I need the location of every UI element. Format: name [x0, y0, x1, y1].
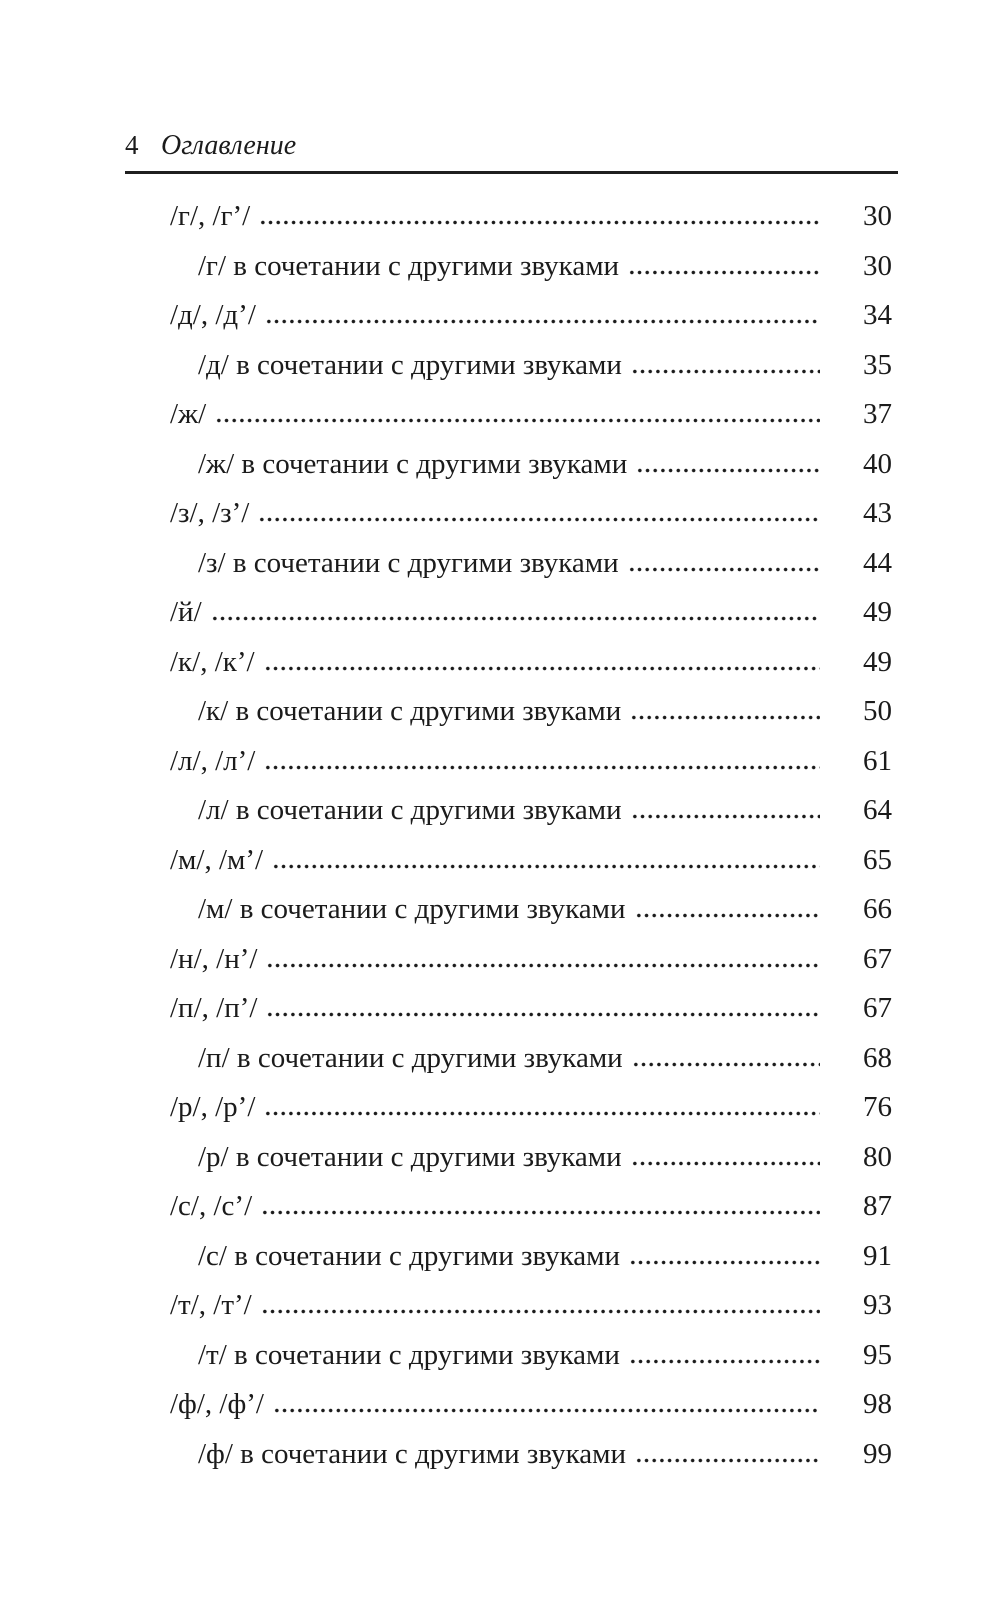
toc-entry-label: /д/ в сочетании с другими звуками: [198, 348, 622, 381]
toc-entry-page-number: 61: [863, 744, 892, 777]
dot-leader: [266, 1012, 820, 1017]
toc-entry-page-number: 68: [863, 1041, 892, 1074]
toc-row: [170, 1034, 892, 1084]
toc-entry-label: /р/ в сочетании с другими звуками: [198, 1140, 622, 1173]
toc-entry-label: /л/, /л’/: [170, 744, 256, 777]
toc-entry-label: /р/, /р’/: [170, 1091, 256, 1123]
toc-entry-label: /с/ в сочетании с другими звуками: [198, 1239, 621, 1272]
dot-leader: [628, 270, 820, 275]
page-title: Оглавление: [161, 130, 297, 161]
toc-entry-page-number: 99: [863, 1437, 892, 1470]
toc-entry-page-number: 30: [863, 200, 892, 232]
toc-entry-label: /м/ в сочетании с другими звуками: [198, 893, 626, 925]
toc-row: [170, 588, 892, 638]
toc-entry-label: /л/ в сочетании с другими звуками: [198, 794, 622, 826]
toc-row: [170, 489, 892, 539]
dot-leader: [630, 715, 820, 720]
toc-entry-page-number: 37: [863, 398, 892, 430]
toc-entry-label: /ф/ в сочетании с другими звуками: [198, 1437, 626, 1470]
toc-row: [170, 390, 892, 440]
toc-row: [170, 1182, 892, 1232]
toc-row: [170, 192, 892, 242]
toc-entry-page-number: 65: [863, 843, 892, 876]
toc-row: [170, 1083, 892, 1133]
toc-entry-page-number: 43: [863, 497, 892, 529]
dot-leader: [266, 963, 820, 968]
toc-entry-label: /з/ в сочетании с другими звуками: [198, 546, 619, 579]
toc-entry-page-number: 40: [863, 447, 892, 480]
dot-leader: [273, 1408, 820, 1413]
running-header: [125, 127, 898, 174]
toc-entry-page-number: 67: [863, 992, 892, 1024]
dot-leader: [635, 1458, 820, 1463]
toc-entry-label: /т/, /т’/: [170, 1289, 252, 1321]
dot-leader: [264, 666, 820, 671]
toc-entry-label: /п/ в сочетании с другими звуками: [198, 1041, 623, 1074]
dot-leader: [629, 1359, 820, 1364]
dot-leader: [264, 765, 820, 770]
toc-row: [170, 1232, 892, 1282]
toc-row: [170, 539, 892, 589]
toc-row: [170, 1331, 892, 1381]
toc-row: [170, 440, 892, 490]
toc-entry-label: /с/, /с’/: [170, 1190, 253, 1222]
toc-row: [170, 638, 892, 688]
dot-leader: [261, 1210, 820, 1215]
toc-row: [170, 1380, 892, 1430]
toc-list: [125, 174, 898, 1479]
toc-entry-page-number: 76: [863, 1091, 892, 1123]
toc-entry-page-number: 66: [863, 893, 892, 925]
toc-entry-label: /н/, /н’/: [170, 942, 258, 975]
toc-entry-page-number: 64: [863, 794, 892, 826]
toc-entry-label: /к/, /к’/: [170, 645, 255, 678]
dot-leader: [264, 1111, 820, 1116]
toc-row: [170, 341, 892, 391]
page-number: 4: [125, 130, 139, 160]
dot-leader: [636, 468, 820, 473]
toc-row: [170, 687, 892, 737]
toc-entry-label: /м/, /м’/: [170, 843, 264, 876]
toc-entry-page-number: 49: [863, 596, 892, 628]
toc-entry-page-number: 87: [863, 1190, 892, 1222]
toc-entry-label: /п/, /п’/: [170, 992, 258, 1024]
dot-leader: [629, 1260, 820, 1265]
toc-entry-page-number: 80: [863, 1140, 892, 1173]
dot-leader: [631, 369, 820, 374]
toc-entry-page-number: 49: [863, 645, 892, 678]
toc-entry-label: /ж/: [170, 398, 207, 430]
toc-row: [170, 1430, 892, 1480]
toc-row: [170, 291, 892, 341]
dot-leader: [265, 319, 820, 324]
toc-entry-page-number: 98: [863, 1388, 892, 1420]
toc-entry-label: /к/ в сочетании с другими звуками: [198, 695, 622, 727]
toc-entry-page-number: 44: [863, 546, 892, 579]
toc-entry-label: /з/, /з’/: [170, 497, 250, 529]
toc-row: [170, 984, 892, 1034]
dot-leader: [215, 418, 820, 423]
toc-entry-label: /г/ в сочетании с другими звуками: [198, 249, 620, 282]
toc-entry-page-number: 50: [863, 695, 892, 727]
toc-row: [170, 737, 892, 787]
toc-entry-page-number: 95: [863, 1338, 892, 1371]
toc-entry-label: /т/ в сочетании с другими звуками: [198, 1338, 620, 1371]
toc-entry-label: /г/, /г’/: [170, 200, 251, 232]
dot-leader: [632, 1062, 820, 1067]
dot-leader: [631, 1161, 820, 1166]
toc-entry-page-number: 30: [863, 249, 892, 282]
toc-entry-label: /д/, /д’/: [170, 299, 256, 331]
dot-leader: [628, 567, 820, 572]
toc-entry-label: /ж/ в сочетании с другими звуками: [198, 447, 628, 480]
toc-entry-label: /ф/, /ф’/: [170, 1388, 264, 1420]
toc-row: [170, 786, 892, 836]
toc-entry-page-number: 34: [863, 299, 892, 331]
dot-leader: [259, 220, 820, 225]
dot-leader: [211, 616, 820, 621]
dot-leader: [261, 1309, 820, 1314]
toc-row: [170, 1281, 892, 1331]
dot-leader: [631, 814, 820, 819]
dot-leader: [258, 517, 820, 522]
toc-entry-page-number: 67: [863, 942, 892, 975]
toc-row: [170, 1133, 892, 1183]
dot-leader: [272, 864, 820, 869]
toc-entry-page-number: 91: [863, 1239, 892, 1272]
toc-row: [170, 935, 892, 985]
toc-row: [170, 885, 892, 935]
toc-row: [170, 242, 892, 292]
toc-row: [170, 836, 892, 886]
toc-entry-page-number: 35: [863, 348, 892, 381]
dot-leader: [635, 913, 820, 918]
toc-entry-page-number: 93: [863, 1289, 892, 1321]
toc-entry-label: /й/: [170, 596, 202, 628]
